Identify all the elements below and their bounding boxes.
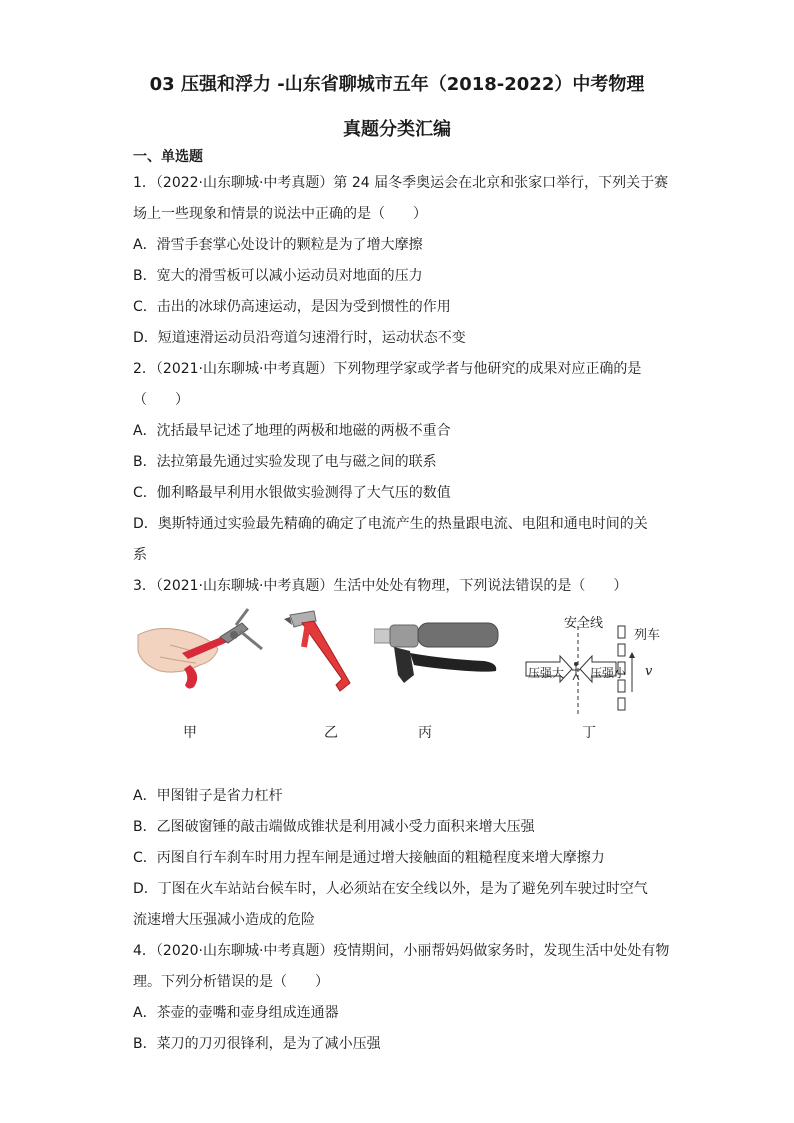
question-line: （ ） bbox=[133, 392, 189, 408]
option-line: B．乙图破窗锤的敲击端做成锥状是利用减小受力面积来增大压强 bbox=[133, 819, 535, 835]
option-line: D．奥斯特通过实验最先精确的确定了电流产生的热量跟电流、电阻和通电时间的关 bbox=[133, 516, 648, 532]
figure-caption: 丙 bbox=[418, 725, 432, 741]
safety-hammer-illustration bbox=[280, 605, 360, 695]
option-line: C．丙图自行车刹车时用力捏车闸是通过增大接触面的粗糙程度来增大摩擦力 bbox=[133, 850, 605, 866]
pliers-hand-illustration bbox=[130, 605, 270, 695]
option-line: 流速增大压强减小造成的危险 bbox=[133, 912, 315, 928]
velocity-label: v bbox=[645, 664, 653, 679]
figure-caption: 丁 bbox=[582, 725, 596, 741]
option-line: A．甲图钳子是省力杠杆 bbox=[133, 788, 283, 804]
doc-title-line-2: 真题分类汇编 bbox=[343, 119, 451, 140]
low-pressure-label: 压强小 bbox=[590, 666, 627, 680]
train-label: 列车 bbox=[634, 628, 661, 643]
question-line: 2．（2021·山东聊城·中考真题）下列物理学家或学者与他研究的成果对应正确的是 bbox=[133, 361, 642, 377]
option-line: D．丁图在火车站站台候车时，人必须站在安全线以外，是为了避免列车驶过时空气 bbox=[133, 881, 648, 897]
safety-line-label: 安全线 bbox=[564, 616, 604, 631]
question-line: 理。下列分析错误的是（ ） bbox=[133, 974, 329, 990]
option-line: A．沈括最早记述了地理的两极和地磁的两极不重合 bbox=[133, 423, 451, 439]
figure-caption: 甲 bbox=[183, 725, 197, 741]
figure-caption: 乙 bbox=[324, 725, 338, 741]
option-line: B．宽大的滑雪板可以减小运动员对地面的压力 bbox=[133, 268, 423, 284]
option-line: A．滑雪手套掌心处设计的颗粒是为了增大摩擦 bbox=[133, 237, 423, 253]
high-pressure-label: 压强大 bbox=[528, 666, 565, 680]
doc-title-line-1: 03 压强和浮力 -山东省聊城市五年（2018-2022）中考物理 bbox=[149, 74, 645, 95]
option-line: 系 bbox=[133, 547, 147, 563]
question-line: 场上一些现象和情景的说法中正确的是（ ） bbox=[133, 206, 427, 222]
option-line: A．茶壶的壶嘴和壶身组成连通器 bbox=[133, 1005, 339, 1021]
option-line: B．菜刀的刀刃很锋利，是为了减小压强 bbox=[133, 1036, 381, 1052]
question-line: 4．（2020·山东聊城·中考真题）疫情期间，小丽帮妈妈做家务时，发现生活中处处有物 bbox=[133, 943, 670, 959]
question-line: 1．（2022·山东聊城·中考真题）第 24 届冬季奥运会在北京和张家口举行，下列关于赛 bbox=[133, 175, 669, 191]
option-line: C．击出的冰球仍高速运动，是因为受到惯性的作用 bbox=[133, 299, 451, 315]
option-line: D．短道速滑运动员沿弯道匀速滑行时，运动状态不变 bbox=[133, 330, 466, 346]
option-line: C．伽利略最早利用水银做实验测得了大气压的数值 bbox=[133, 485, 451, 501]
bicycle-brake-illustration bbox=[374, 605, 504, 695]
option-line: B．法拉第最先通过实验发现了电与磁之间的联系 bbox=[133, 454, 437, 470]
section-heading: 一、单选题 bbox=[133, 149, 203, 165]
question-line: 3．（2021·山东聊城·中考真题）生活中处处有物理，下列说法错误的是（ ） bbox=[133, 578, 628, 594]
